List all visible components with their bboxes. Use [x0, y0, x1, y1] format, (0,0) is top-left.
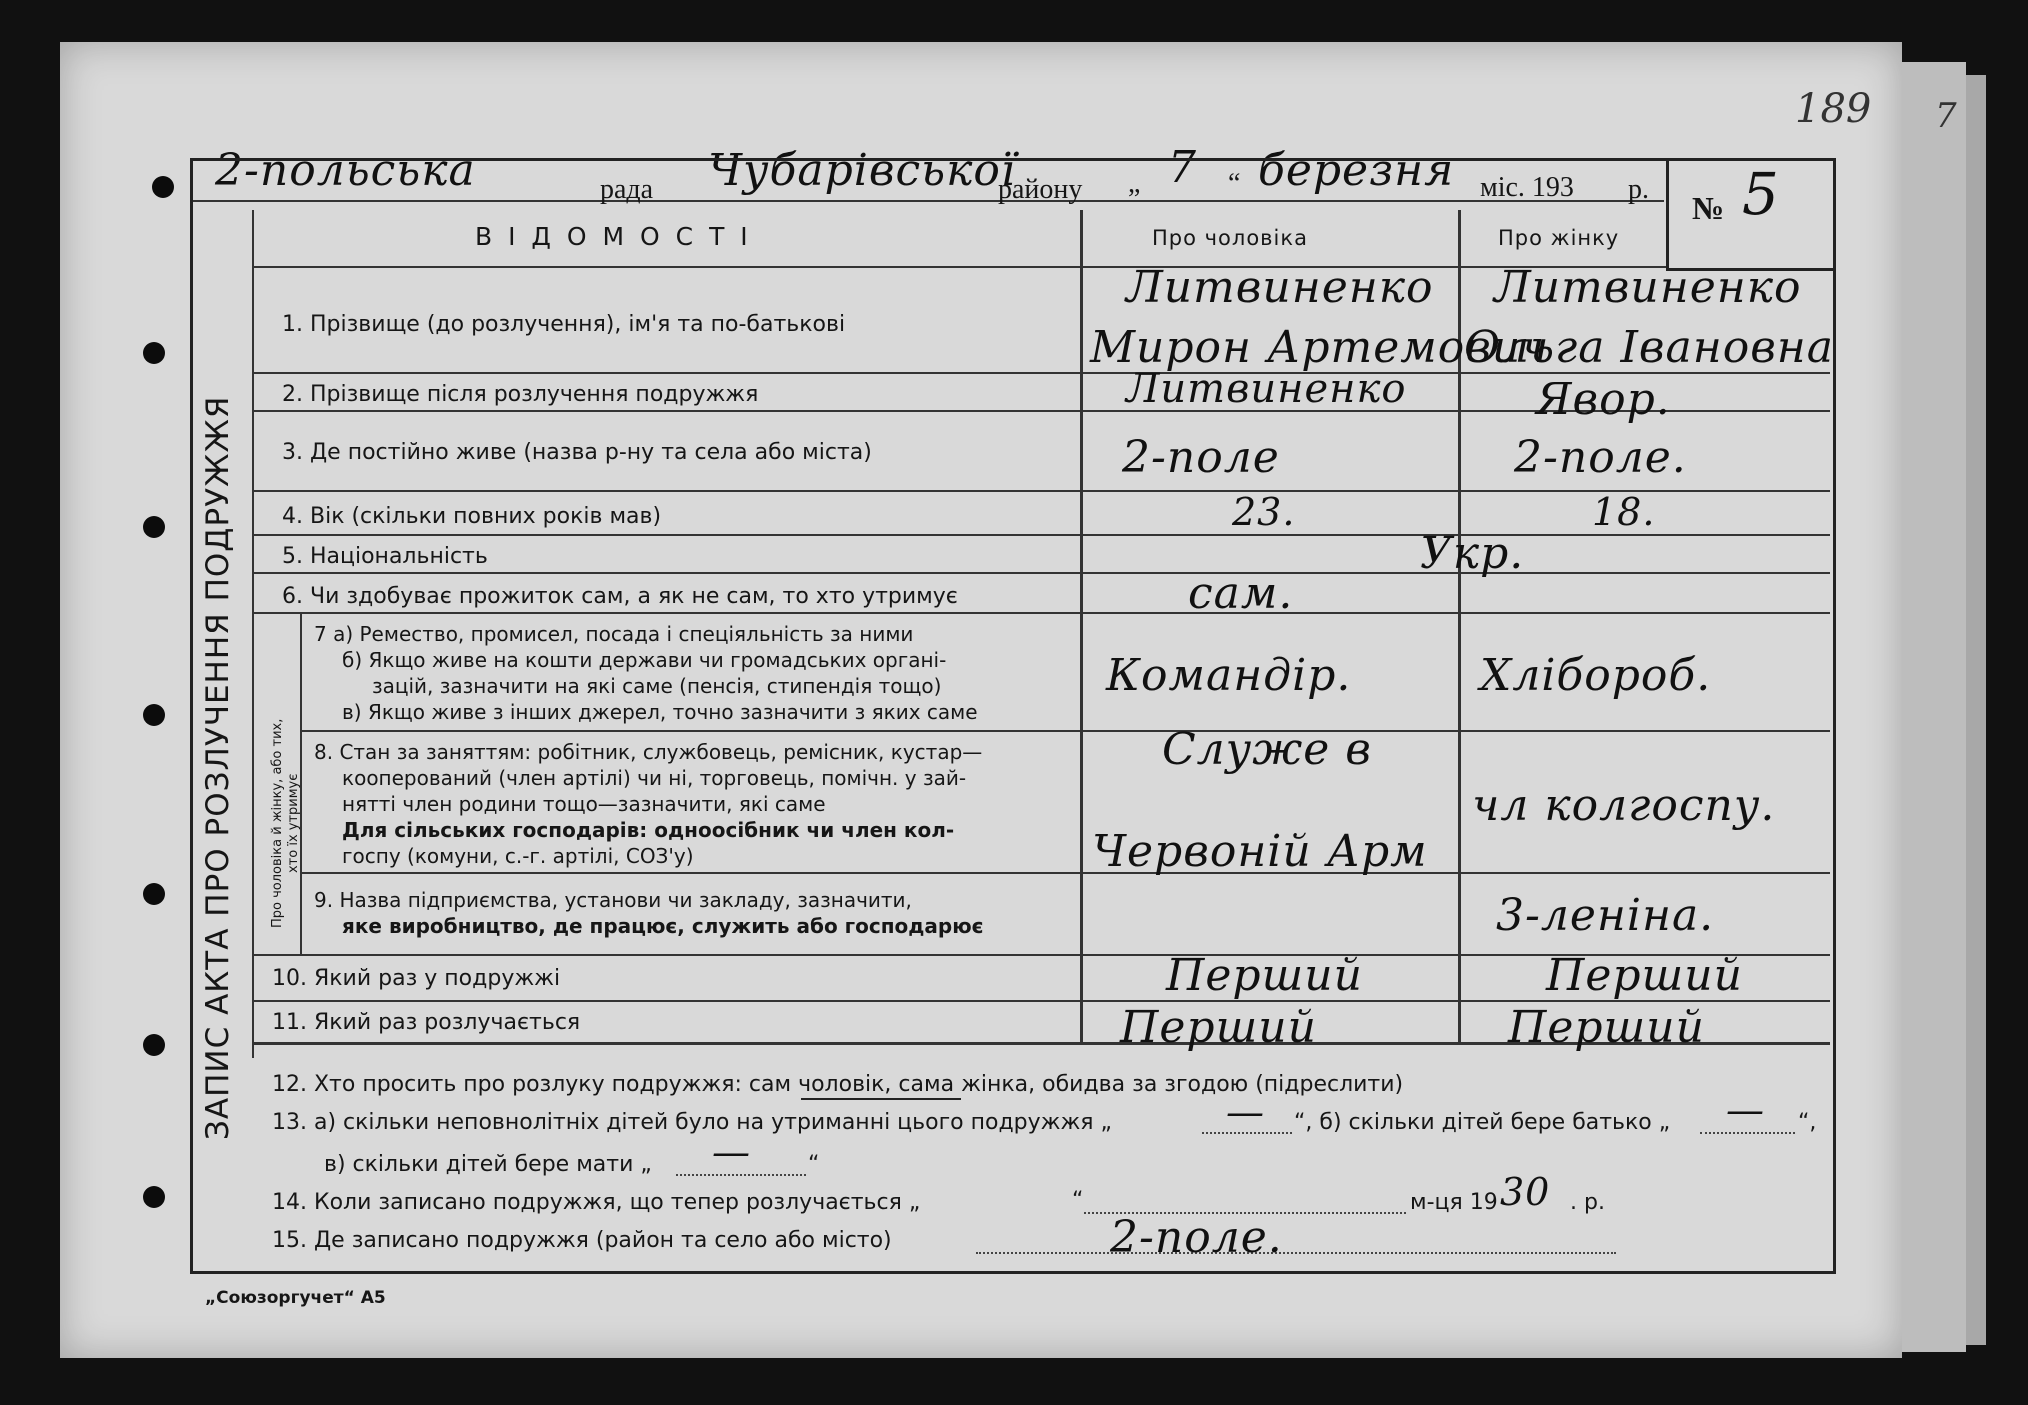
row-13b-label: “, б) скільки дітей бере батько „	[1294, 1110, 1671, 1135]
row-13c-end: “	[808, 1152, 820, 1177]
district-label: району	[998, 174, 1083, 205]
row-9-label-2: яке виробництво, де працює, служить або господарює	[342, 914, 984, 938]
column-info-header: В І Д О М О С Т І	[475, 222, 752, 251]
side-note-line: хто їх утримує	[286, 773, 301, 874]
wife-workplace: 3-леніна.	[1496, 890, 1715, 941]
row-14-mid: “	[1072, 1188, 1084, 1213]
binder-hole	[143, 342, 165, 364]
council-handwritten: 2-польська	[215, 145, 476, 196]
month-handwritten: березня	[1258, 145, 1455, 196]
row-divider	[254, 612, 1830, 614]
row-12-underline	[801, 1098, 961, 1100]
husband-name: Мирон Артемович	[1090, 322, 1550, 373]
row-13b-dots	[1700, 1132, 1795, 1134]
wife-name: Ольга Івановна	[1464, 322, 1835, 373]
row-1-label: 1. Прізвище (до розлучення), ім'я та по-батькові	[282, 312, 846, 337]
title-strip-divider	[252, 210, 254, 1058]
wife-status: чл колгоспу.	[1472, 780, 1776, 831]
quote-open: „	[1128, 168, 1141, 199]
binder-hole	[143, 704, 165, 726]
husband-column-divider	[1080, 210, 1083, 1042]
row-2-label: 2. Прізвище після розлучення подружжя	[282, 382, 759, 407]
row-7c-label: в) Якщо живе з інших джерел, точно зазначити з яких саме	[342, 700, 978, 724]
husband-livelihood: сам.	[1188, 568, 1294, 619]
row-8-label-2: кооперований (член артілі) чи ні, торговець, помічн. у зай-	[342, 766, 967, 790]
row-13a-label: 13. а) скільки неповнолітніх дітей було на утриманні цього подружжя „	[272, 1110, 1112, 1135]
row-15-dots	[976, 1252, 1616, 1254]
corner-mark: 7	[1935, 96, 1957, 136]
husband-residence: 2-поле	[1122, 432, 1280, 483]
column-husband-header: Про чоловіка	[1152, 226, 1308, 250]
row-14-month: м-ця 19	[1410, 1190, 1498, 1215]
side-note	[270, 719, 302, 928]
wife-surname: Литвиненко	[1494, 262, 1802, 313]
row-divider	[254, 534, 1830, 536]
row-divider	[254, 266, 1666, 268]
wife-divorce-count: Перший	[1508, 1002, 1705, 1053]
husband-occupation: Командір.	[1106, 650, 1352, 701]
row-9-label-1: 9. Назва підприємства, установи чи закладу, зазначити,	[314, 888, 912, 912]
year-suffix: р.	[1628, 174, 1649, 205]
wife-surname-after: Явор.	[1536, 374, 1671, 425]
row-divider	[300, 730, 1830, 732]
binder-hole	[152, 176, 174, 198]
row-13b-value: —	[1726, 1088, 1765, 1132]
row-13c-value: —	[712, 1130, 751, 1174]
row-divider	[300, 872, 1830, 874]
row-14-year: 30	[1500, 1170, 1551, 1214]
binder-hole	[143, 1186, 165, 1208]
year-label: міс. 193	[1480, 172, 1574, 203]
number-label: №	[1692, 190, 1725, 226]
wife-marriage-count: Перший	[1546, 950, 1743, 1001]
wife-nationality: Укр.	[1420, 528, 1525, 579]
row-8-label-3: нятті член родини тощо—зазначити, які саме	[342, 792, 826, 816]
row-8-label-1: 8. Стан за заняттям: робітник, службовець, ремісник, кустар—	[314, 740, 983, 764]
row-10-label: 10. Який раз у подружжі	[272, 966, 561, 991]
row-13b-end: “,	[1798, 1110, 1817, 1135]
form-title: ЗАПИС АКТА ПРО РОЗЛУЧЕННЯ ПОДРУЖЖЯ	[200, 395, 236, 1140]
husband-surname: Литвиненко	[1126, 262, 1434, 313]
row-8-label-5: госпу (комуни, с.-г. артілі, СОЗ'у)	[342, 844, 694, 868]
husband-age: 23.	[1232, 490, 1296, 534]
row-7a-label: 7 а) Ремество, промисел, посада і спеціяльність за ними	[314, 622, 914, 646]
row-8-label-4: Для сільських господарів: одноосібник чи член кол-	[342, 818, 955, 842]
husband-status-1: Служе в	[1162, 724, 1372, 775]
page-number: 189	[1795, 86, 1872, 132]
row-15-value: 2-поле.	[1110, 1212, 1283, 1263]
row-14-end: . р.	[1570, 1190, 1605, 1215]
husband-divorce-count: Перший	[1120, 1002, 1317, 1053]
husband-surname-after: Литвиненко	[1126, 366, 1407, 412]
wife-age: 18.	[1592, 490, 1656, 534]
row-13c-dots	[676, 1174, 806, 1176]
wife-residence: 2-поле.	[1514, 432, 1687, 483]
row-12-label: 12. Хто просить про розлуку подружжя: сам чоловік, сама жінка, обидва за згодою (підреслити)	[272, 1072, 1404, 1097]
side-note-line: Про чоловіка й жінку, або тих,	[270, 718, 285, 928]
day-handwritten: 7	[1168, 142, 1197, 193]
husband-status-2: Червоній Арм	[1092, 826, 1428, 877]
binder-hole	[143, 883, 165, 905]
district-handwritten: Чубарівської	[708, 145, 1016, 196]
binder-hole	[143, 516, 165, 538]
row-13c-label: в) скільки дітей бере мати „	[324, 1152, 652, 1177]
husband-marriage-count: Перший	[1166, 950, 1363, 1001]
number-handwritten: 5	[1742, 160, 1780, 228]
council-label: рада	[600, 174, 654, 205]
row-15-label: 15. Де записано подружжя (район та село або місто)	[272, 1228, 892, 1253]
row-3-label: 3. Де постійно живе (назва р-ну та села або міста)	[282, 440, 872, 465]
row-5-label: 5. Національність	[282, 544, 488, 569]
row-6-label: 6. Чи здобуває прожиток сам, а як не сам, то хто утримує	[282, 584, 958, 609]
row-4-label: 4. Вік (скільки повних років мав)	[282, 504, 662, 529]
row-13a-value: —	[1226, 1090, 1265, 1134]
column-wife-header: Про жінку	[1498, 226, 1620, 250]
row-7b-label-2: зацій, зазначити на які саме (пенсія, стипендія тощо)	[372, 674, 942, 698]
binder-hole	[143, 1034, 165, 1056]
row-11-label: 11. Який раз розлучається	[272, 1010, 581, 1035]
row-14-label: 14. Коли записано подружжя, що тепер розлучається „	[272, 1190, 921, 1215]
row-divider	[254, 572, 1830, 574]
row-7b-label-1: б) Якщо живе на кошти держави чи громадських органі-	[342, 648, 947, 672]
wife-occupation: Хлібороб.	[1480, 650, 1712, 701]
printer-imprint: „Союзоргучет“ А5	[205, 1288, 386, 1308]
quote-close: “	[1228, 168, 1241, 199]
